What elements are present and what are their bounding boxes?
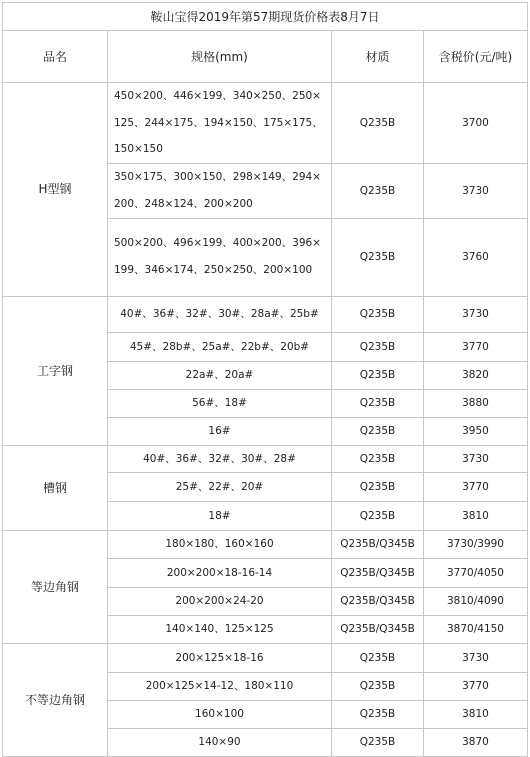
material-cell: Q235B bbox=[332, 472, 424, 501]
spec-cell: 500×200、496×199、400×200、396×199、346×174、250×250、200×100 bbox=[108, 218, 332, 296]
material-cell: Q235B/Q345B bbox=[332, 558, 424, 587]
price-cell: 3730 bbox=[424, 164, 528, 218]
header-spec: 规格(mm) bbox=[108, 31, 332, 83]
category-equal-angle: 等边角钢 bbox=[3, 530, 108, 643]
spec-cell: 22a#、20a# bbox=[108, 361, 332, 389]
material-cell: Q235B bbox=[332, 700, 424, 728]
spec-cell: 180×180、160×160 bbox=[108, 530, 332, 558]
price-cell: 3770 bbox=[424, 332, 528, 361]
spec-cell: 56#、18# bbox=[108, 389, 332, 417]
table-title: 鞍山宝得2019年第57期现货价格表8月7日 bbox=[3, 3, 528, 31]
header-material: 材质 bbox=[332, 31, 424, 83]
table-row bbox=[3, 530, 528, 558]
price-cell: 3870 bbox=[424, 728, 528, 756]
header-name: 品名 bbox=[3, 31, 108, 83]
price-cell: 3730 bbox=[424, 296, 528, 332]
category-i-beam: 工字钢 bbox=[3, 296, 108, 445]
header-price: 含税价(元/吨) bbox=[424, 31, 528, 83]
price-cell: 3760 bbox=[424, 218, 528, 296]
spec-cell: 450×200、446×199、340×250、250×125、244×175、194×150、175×175、150×150 bbox=[108, 83, 332, 164]
material-cell: Q235B bbox=[332, 164, 424, 218]
spec-cell: 40#、36#、32#、30#、28# bbox=[108, 445, 332, 472]
price-cell: 3820 bbox=[424, 361, 528, 389]
price-cell: 3950 bbox=[424, 417, 528, 445]
spec-cell: 200×125×14-12、180×110 bbox=[108, 672, 332, 700]
spec-cell: 200×200×24-20 bbox=[108, 587, 332, 615]
price-cell: 3810 bbox=[424, 501, 528, 530]
material-cell: Q235B bbox=[332, 417, 424, 445]
material-cell: Q235B bbox=[332, 501, 424, 530]
price-table bbox=[2, 2, 528, 757]
header-row bbox=[3, 31, 528, 83]
material-cell: Q235B bbox=[332, 83, 424, 164]
spec-cell: 140×140、125×125 bbox=[108, 615, 332, 643]
price-cell: 3880 bbox=[424, 389, 528, 417]
price-cell: 3810/4090 bbox=[424, 587, 528, 615]
category-channel: 槽钢 bbox=[3, 445, 108, 530]
spec-cell: 160×100 bbox=[108, 700, 332, 728]
spec-cell: 45#、28b#、25a#、22b#、20b# bbox=[108, 332, 332, 361]
material-cell: Q235B/Q345B bbox=[332, 615, 424, 643]
material-cell: Q235B bbox=[332, 643, 424, 672]
price-cell: 3770 bbox=[424, 672, 528, 700]
material-cell: Q235B bbox=[332, 332, 424, 361]
price-cell: 3730 bbox=[424, 445, 528, 472]
table-row bbox=[3, 445, 528, 472]
material-cell: Q235B bbox=[332, 672, 424, 700]
price-cell: 3810 bbox=[424, 700, 528, 728]
table-row bbox=[3, 83, 528, 164]
price-cell: 3770/4050 bbox=[424, 558, 528, 587]
price-cell: 3730 bbox=[424, 643, 528, 672]
price-cell: 3870/4150 bbox=[424, 615, 528, 643]
category-unequal-angle: 不等边角钢 bbox=[3, 643, 108, 756]
material-cell: Q235B bbox=[332, 218, 424, 296]
category-h-beam: H型钢 bbox=[3, 83, 108, 297]
material-cell: Q235B/Q345B bbox=[332, 587, 424, 615]
price-cell: 3730/3990 bbox=[424, 530, 528, 558]
price-cell: 3770 bbox=[424, 472, 528, 501]
material-cell: Q235B bbox=[332, 389, 424, 417]
spec-cell: 350×175、300×150、298×149、294×200、248×124、200×200 bbox=[108, 164, 332, 218]
material-cell: Q235B bbox=[332, 361, 424, 389]
spec-cell: 200×200×18-16-14 bbox=[108, 558, 332, 587]
spec-cell: 18# bbox=[108, 501, 332, 530]
table-row bbox=[3, 296, 528, 332]
price-cell: 3700 bbox=[424, 83, 528, 164]
material-cell: Q235B bbox=[332, 445, 424, 472]
material-cell: Q235B bbox=[332, 728, 424, 756]
material-cell: Q235B/Q345B bbox=[332, 530, 424, 558]
spec-cell: 25#、22#、20# bbox=[108, 472, 332, 501]
title-row bbox=[3, 3, 528, 31]
spec-cell: 40#、36#、32#、30#、28a#、25b# bbox=[108, 296, 332, 332]
spec-cell: 200×125×18-16 bbox=[108, 643, 332, 672]
material-cell: Q235B bbox=[332, 296, 424, 332]
spec-cell: 140×90 bbox=[108, 728, 332, 756]
spec-cell: 16# bbox=[108, 417, 332, 445]
table-row bbox=[3, 643, 528, 672]
